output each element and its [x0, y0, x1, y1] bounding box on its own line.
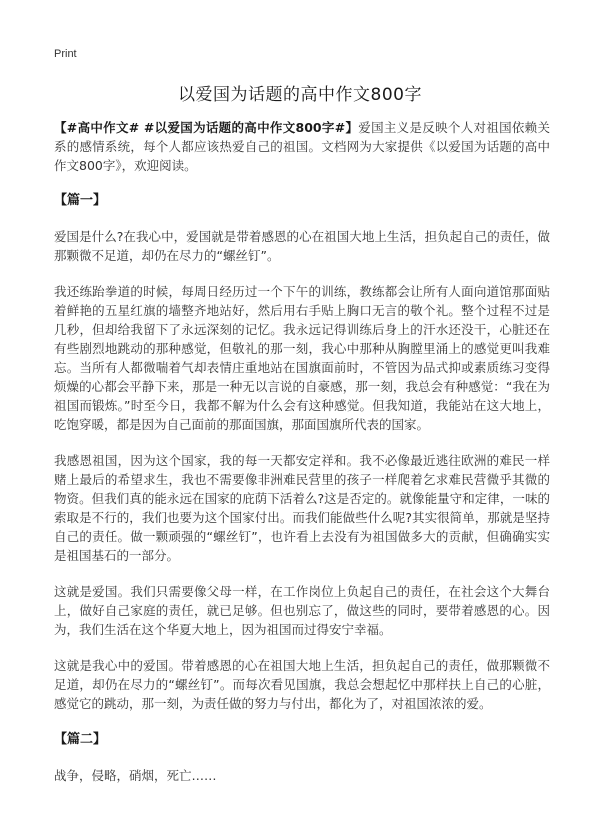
intro-paragraph — [54, 118, 550, 175]
intro-tag: 【#高中作文# #以爱国为话题的高中作文800字#】 — [54, 120, 359, 135]
paragraph: 这就是我心中的爱国。带着感恩的心在祖国大地上生活，担负起自己的责任，做那颗微不足道，却仍在尽力的“螺丝钉”。而每次看见国旗，我总会想起忆中那样扶上自己的心脏，感觉它的跳动，那一刻，为责任做的努力与付出，都化为了，对祖国浓浓的爱。 — [54, 658, 550, 711]
paragraph: 战争，侵略，硝烟，死亡…… — [54, 768, 217, 783]
paragraph: 我感恩祖国，因为这个国家，我的每一天都安定祥和。我不必像最近逃往欧洲的难民一样赌上最后的希望求生，我也不需要像非洲难民营里的孩子一样爬着乞求难民营微乎其微的物资。但我们真的能永远在国家的庇荫下活着么?这是否定的。就像能量守和定律，一味的索取是不行的，我们也要为这个国家付出。而我们能做些什么呢?其实很简单，那就是坚持自己的责任。做一颗顽强的“螺丝钉”，也许看上去没有为祖国做多大的贡献，但确确实实是祖国基石的一部分。 — [54, 453, 550, 563]
section-heading-2: 【篇二】 — [54, 732, 107, 747]
article-body — [54, 118, 550, 785]
intro-text: 爱国主义是反映个人对祖国依赖关系的感情系统，每个人都应该热爱自己的祖国。文档网为大家提供《以爱国为话题的高中作文800字》，欢迎阅读。 — [54, 120, 550, 173]
print-link[interactable]: Print — [54, 48, 77, 60]
paragraph: 我还练跆拳道的时候，每周日经历过一个下午的训练，教练都会让所有人面向道馆那面贴着鲜艳的五星红旗的墙整齐地站好，然后用右手贴上胸口无言的敬个礼。整个过程不过是几秒，但却给我留下了永远深刻的记忆。我永远记得训练后身上的汗水还没干，心脏还在有些剧烈地跳动的那种感觉，但敬礼的那一刻，我心中那种从胸膛里涌上的感觉更叫我难忘。当所有人都微喘着气却表情庄重地站在国旗面前时，不管因为品式抑或素质练习变得烦燥的心都会平静下来，那是一种无以言说的自豪感，那一刻，我总会有种感觉：“我在为祖国而锻炼。”时至今日，我都不解为什么会有这种感觉。但我知道，我能站在这大地上，吃饱穿暖，都是因为自己面前的那面国旗，那面国旗所代表的国家。 — [54, 284, 550, 432]
page-title: 以爱国为话题的高中作文800字 — [178, 85, 422, 105]
paragraph: 爱国是什么?在我心中，爱国就是带着感恩的心在祖国大地上生活，担负起自己的责任，做那颗微不足道，却仍在尽力的“螺丝钉”。 — [54, 229, 550, 263]
section-heading-1: 【篇一】 — [54, 193, 107, 208]
paragraph: 这就是爱国。我们只需要像父母一样，在工作岗位上负起自己的责任，在社会这个大舞台上，做好自己家庭的责任，就已足够。但也别忘了，做这些的同时，要带着感恩的心。因为，我们生活在这个华夏大地上，因为祖国而过得安宁幸福。 — [54, 584, 550, 637]
